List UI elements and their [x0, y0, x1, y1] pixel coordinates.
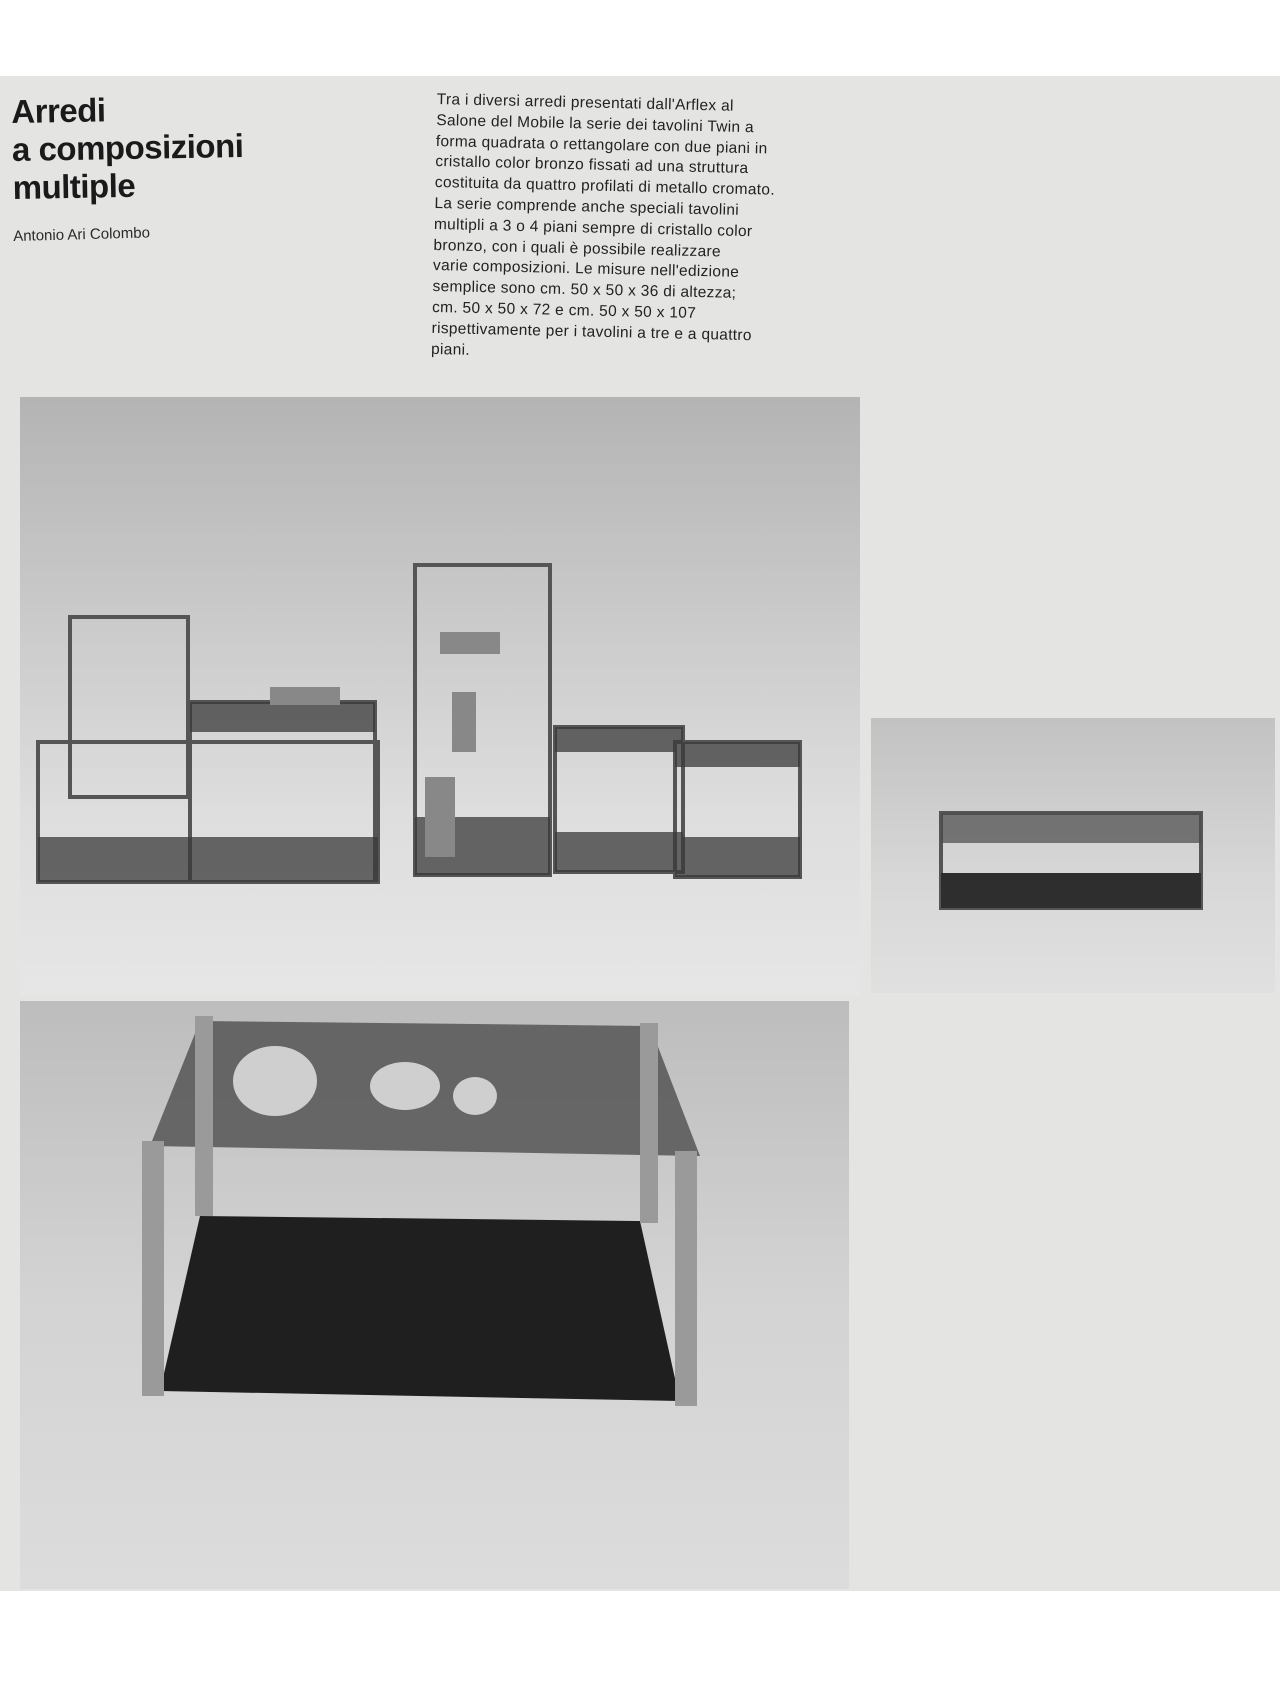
body-line: costituita da quattro profilati di metallo cromato.: [434, 174, 776, 199]
photo-single-table: [871, 718, 1275, 993]
article-title: [11, 89, 244, 207]
body-line: cristallo color bronzo fissati ad una struttura: [435, 153, 749, 178]
body-line: semplice sono cm. 50 x 50 x 36 di altezza;: [432, 278, 737, 303]
body-line: forma quadrata o rettangolare con due piani in: [435, 132, 768, 158]
title-line: a composizioni: [11, 126, 244, 168]
body-line: rispettivamente per i tavolini a tre e a quattro: [431, 319, 752, 344]
body-line: Salone del Mobile la serie dei tavolini Twin a: [436, 111, 755, 136]
title-line: multiple: [12, 166, 136, 206]
photo-table-closeup: [20, 1001, 849, 1589]
body-line: bronzo, con i quali è possibile realizzare: [433, 236, 722, 261]
body-line: multipli a 3 o 4 piani sempre di cristallo color: [433, 215, 753, 240]
body-line: piani.: [430, 340, 471, 359]
body-line: varie composizioni. Le misure nell'edizione: [432, 257, 740, 282]
body-line: La serie comprende anche speciali tavolini: [434, 194, 740, 219]
article-body: [431, 90, 877, 370]
photo-table-composition: [20, 397, 860, 996]
body-line: Tra i diversi arredi presentati dall'Arflex al: [436, 90, 734, 115]
article-author: Antonio Ari Colombo: [13, 224, 151, 245]
title-line: Arredi: [11, 91, 106, 130]
body-line: cm. 50 x 50 x 72 e cm. 50 x 50 x 107: [431, 298, 697, 322]
